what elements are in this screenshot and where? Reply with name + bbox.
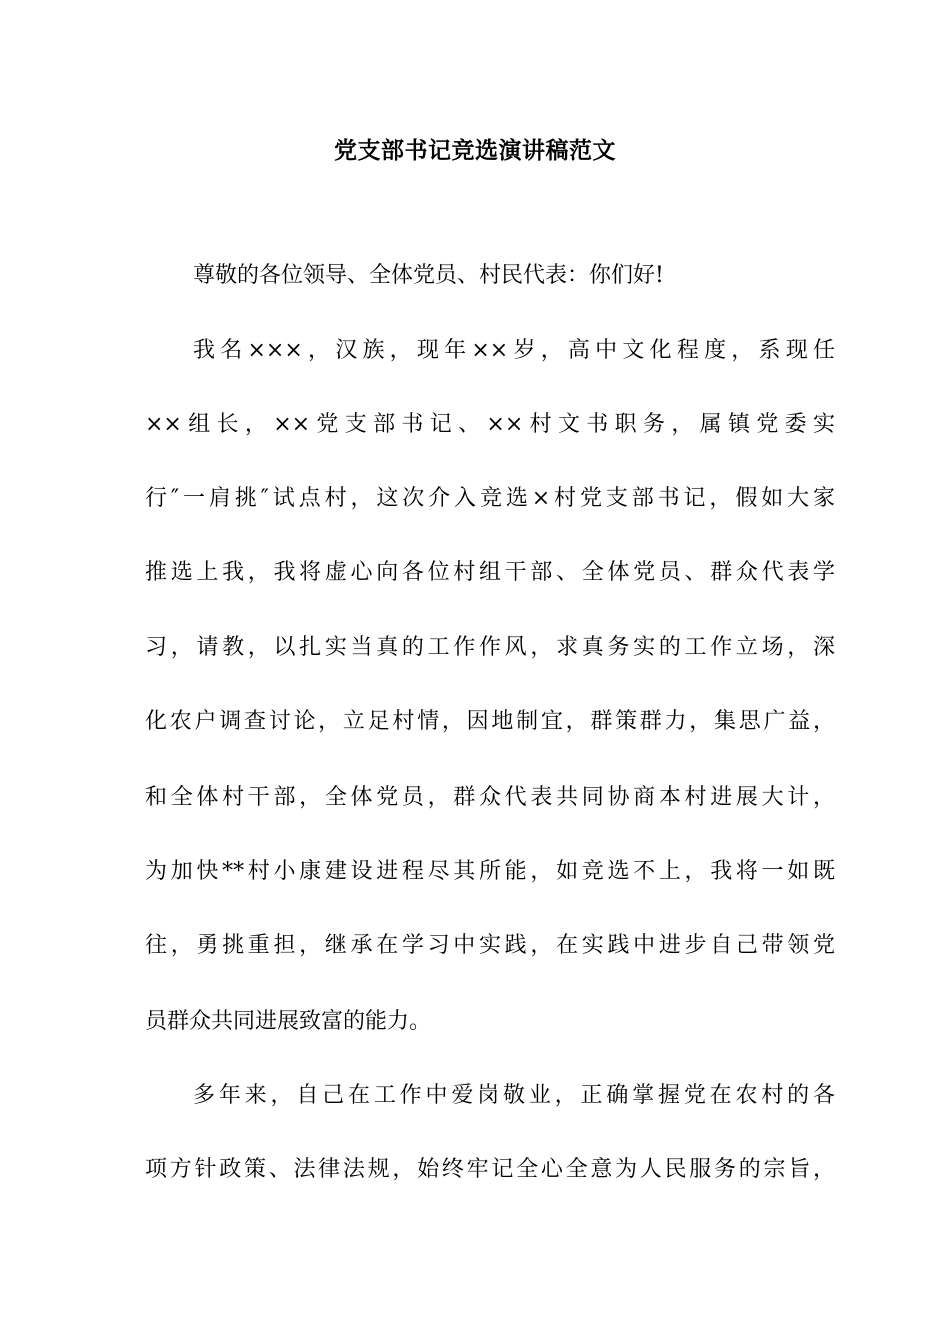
paragraph-line: 化农户调查讨论，立足村情，因地制宜，群策群力，集思广益， <box>145 709 835 734</box>
paragraph-line: 推选上我，我将虚心向各位村组干部、全体党员、群众代表学 <box>145 560 835 585</box>
paragraph-line: 往，勇挑重担，继承在学习中实践，在实践中进步自己带领党 <box>145 933 835 958</box>
paragraph-line: 我名×××，汉族，现年××岁，高中文化程度，系现任 <box>193 338 835 363</box>
paragraph-line: ××组长，××党支部书记、××村文书职务，属镇党委实 <box>145 412 835 437</box>
paragraph-line: 行″一肩挑″试点村，这次介入竞选×村党支部书记，假如大家 <box>145 486 835 511</box>
document-title: 党支部书记竞选演讲稿范文 <box>334 137 616 164</box>
paragraph-line: 习，请教，以扎实当真的工作作风，求真务实的工作立场，深 <box>145 635 835 660</box>
paragraph-line: 多年来，自己在工作中爱岗敬业，正确掌握党在农村的各 <box>193 1083 835 1108</box>
greeting-line: 尊敬的各位领导、全体党员、村民代表：你们好! <box>193 263 664 288</box>
paragraph-line: 为加快**村小康建设进程尽其所能，如竞选不上，我将一如既 <box>145 859 835 884</box>
paragraph-line: 员群众共同进展致富的能力。 <box>145 1009 432 1034</box>
paragraph-line: 项方针政策、法律法规，始终牢记全心全意为人民服务的宗旨， <box>145 1157 835 1182</box>
paragraph-line: 和全体村干部，全体党员，群众代表共同协商本村进展大计， <box>145 785 835 810</box>
